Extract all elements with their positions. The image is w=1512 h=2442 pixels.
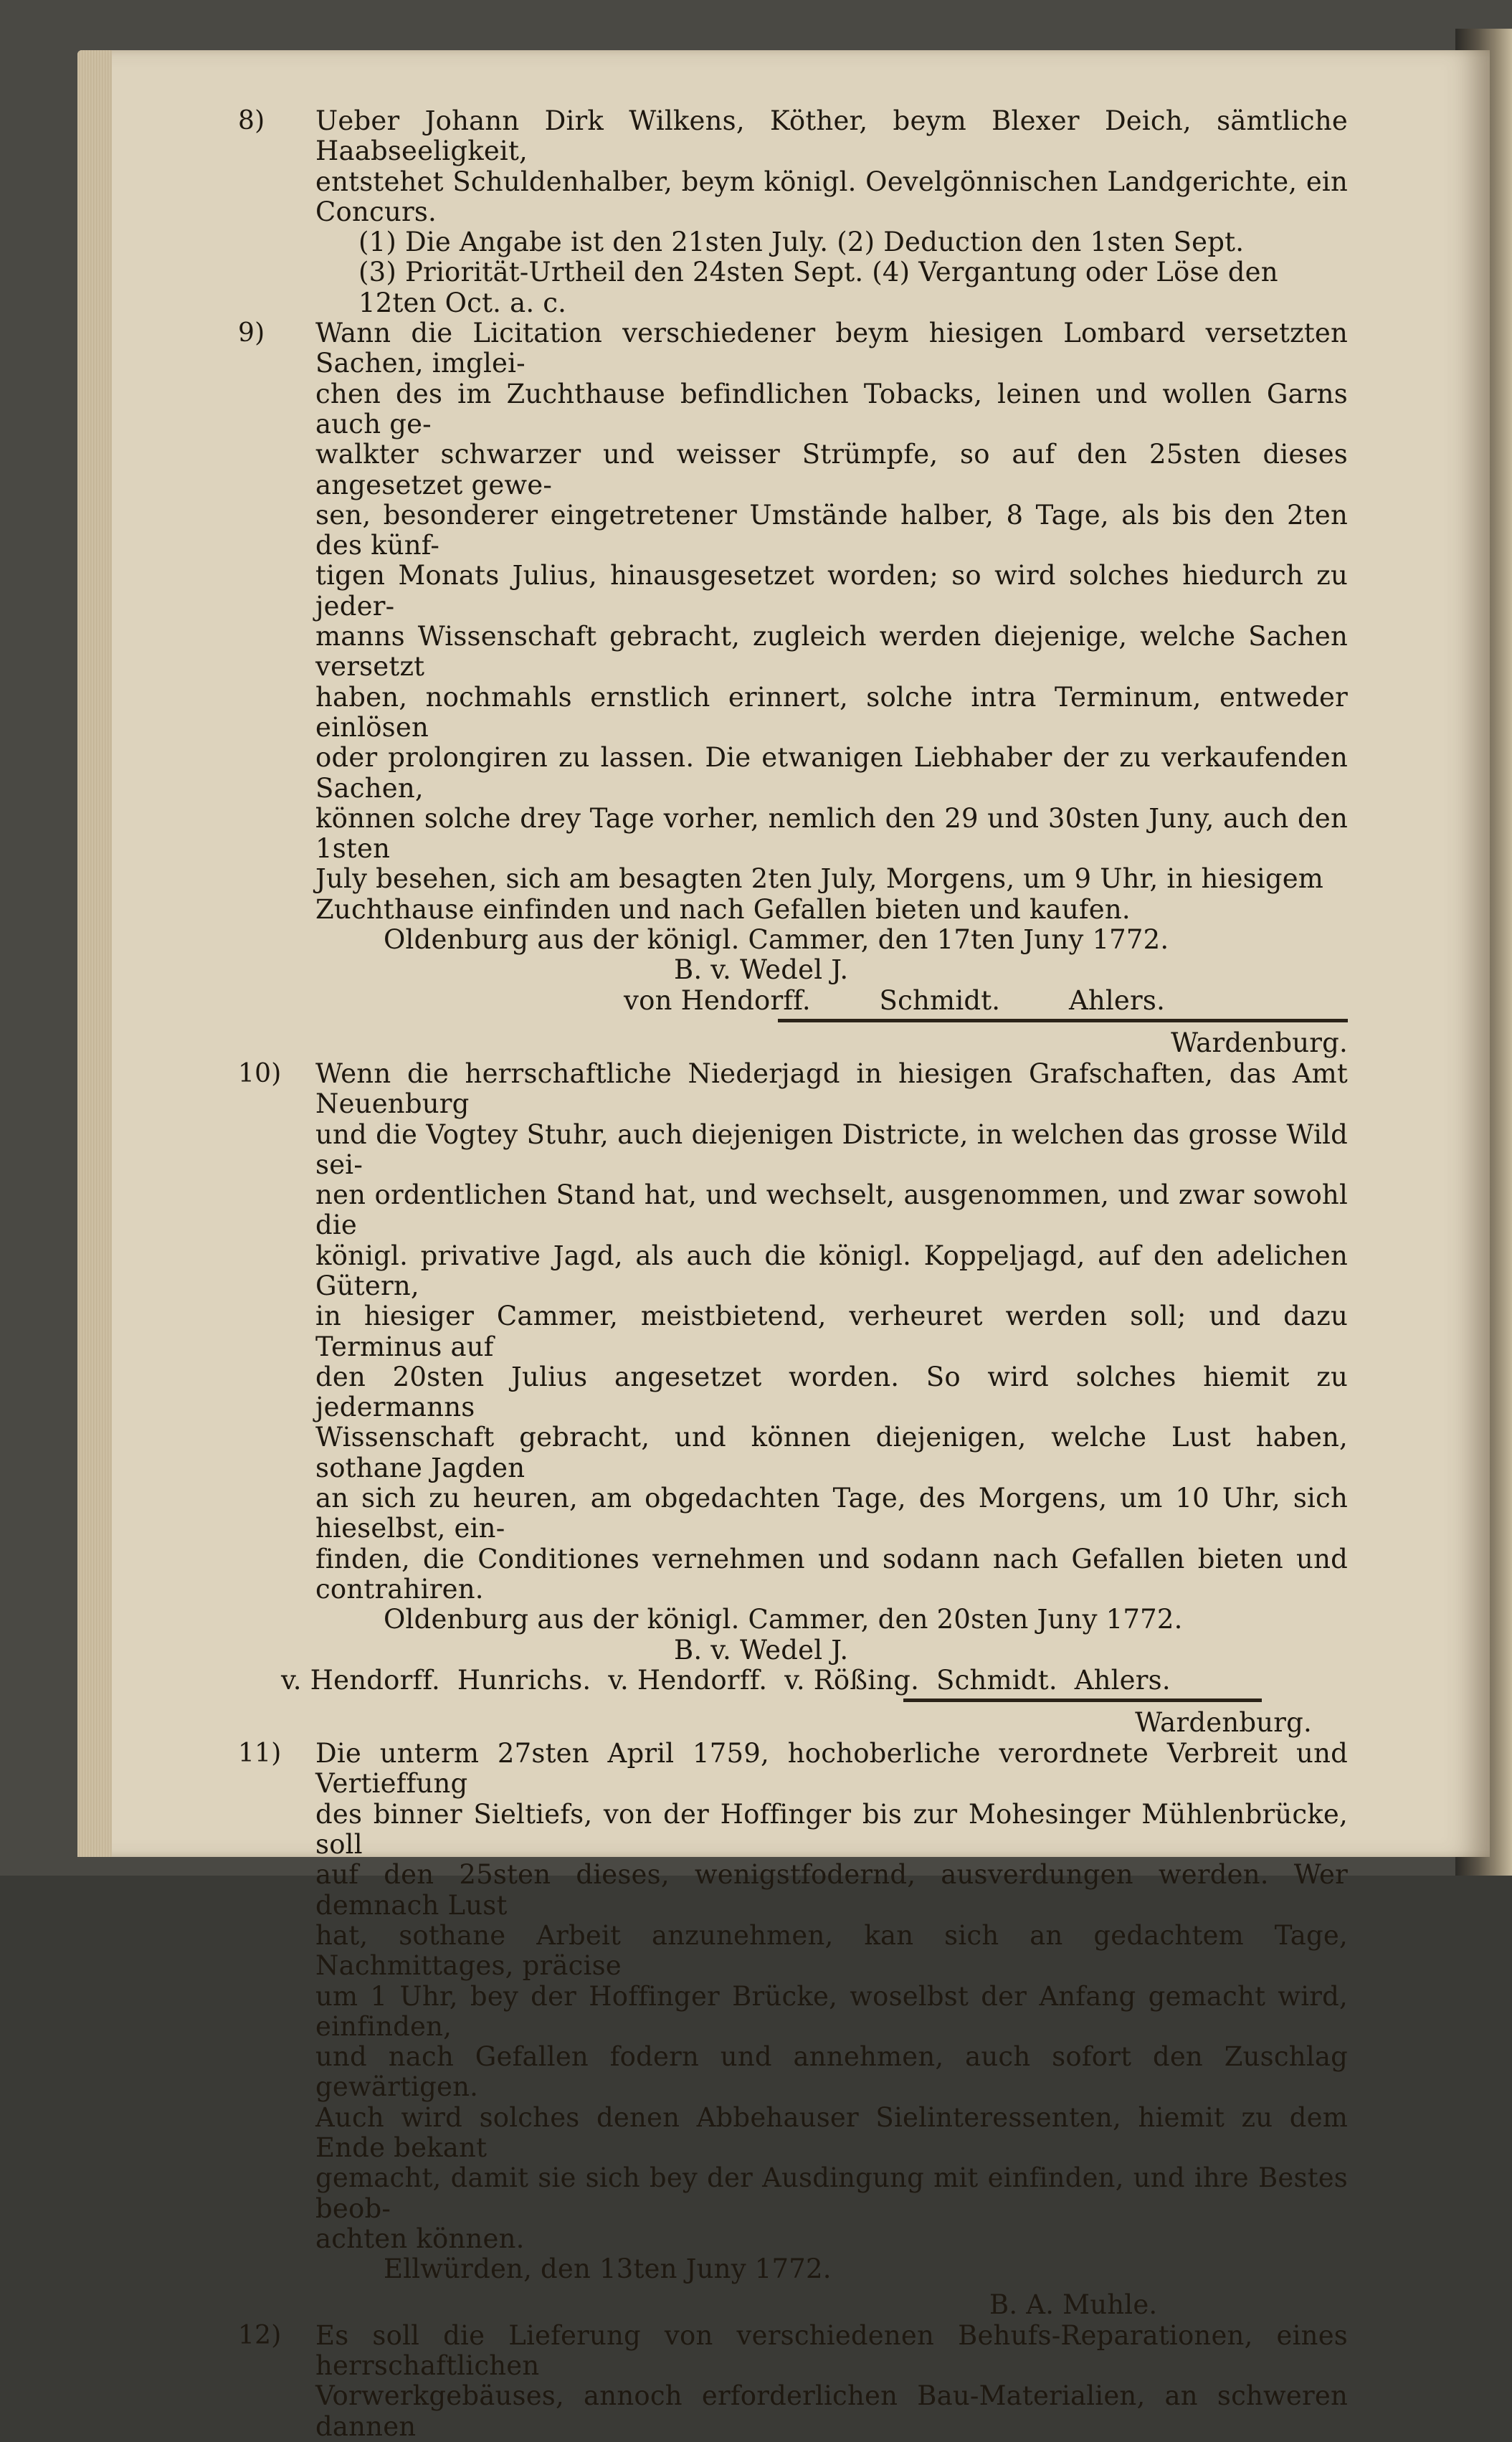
notice-9 [238, 318, 1348, 1022]
text-line: haben, nochmahls ernstlich erinnert, solche intra Terminum, entweder einlösen [315, 681, 1348, 743]
text-line: Wissenschaft gebracht, und können diejenigen, welche Lust haben, sothane Jagden [315, 1422, 1348, 1483]
text-line: Es soll die Lieferung von verschiedenen Behufs-Reparationen, eines herrschaftlichen [315, 2319, 1348, 2382]
text-line: in hiesiger Cammer, meistbietend, verheuret werden soll; und dazu Terminus auf [315, 1301, 1348, 1362]
text-line: um 1 Uhr, bey der Hoffinger Brücke, woselbst der Anfang gemacht wird, einfinden, [315, 1980, 1348, 2042]
text-line: können solche drey Tage vorher, nemlich den 29 und 30sten Juny, auch den 1sten [315, 802, 1348, 865]
text-line: July besehen, sich am besagten 2ten July, Morgens, um 9 Uhr, in hiesigem [315, 863, 1324, 895]
text-line: tigen Monats Julius, hinausgesetzet worden; so wird solches hiedurch zu jeder- [315, 560, 1348, 622]
text-line: manns Wissenschaft gebracht, zugleich werden diejenige, welche Sachen versetzt [315, 621, 1348, 683]
separator-rule [778, 1019, 1348, 1022]
place-heading: Wardenburg. [1135, 1707, 1312, 1739]
text-line: chen des im Zuchthause befindlichen Tobacks, leinen und wollen Garns auch ge- [315, 378, 1348, 440]
notice-number: 10) [238, 1058, 282, 1088]
text-line: gemacht, damit sie sich bey der Ausdingung mit einfinden, und ihre Bestes beob- [315, 2162, 1348, 2224]
text-line: und die Vogtey Stuhr, auch diejenigen Districte, in welchen das grosse Wild sei- [315, 1118, 1348, 1180]
notice-12 [238, 2319, 1348, 2442]
text-line: oder prolongiren zu lassen. Die etwanigen Liebhaber der zu verkaufenden Sachen, [315, 742, 1348, 804]
text-line: königl. privative Jagd, als auch die königl. Koppeljagd, auf den adelichen Gütern, [315, 1240, 1348, 1301]
text-line: achten können. [315, 2223, 525, 2254]
notice-8 [238, 105, 1348, 318]
text-line: Ueber Johann Dirk Wilkens, Köther, beym Blexer Deich, sämtliche Haabseeligkeit, [315, 105, 1348, 167]
text-line: entstehet Schuldenhalber, beym königl. Oevelgönnischen Landgerichte, ein Concurs. [315, 166, 1348, 227]
text-line: (1) Die Angabe ist den 21sten July. (2) Deduction den 1sten Sept. [358, 227, 1245, 258]
signature-line: von Hendorff. Schmidt. Ahlers. [624, 984, 1166, 1016]
page-stack-edge [77, 50, 112, 1857]
text-line: und nach Gefallen fodern und annehmen, auch sofort den Zuschlag gewärtigen. [315, 2041, 1348, 2103]
notice-11 [238, 1706, 1348, 2321]
notice-number: 11) [238, 1739, 282, 1769]
text-line: an sich zu heuren, am obgedachten Tage, des Morgens, um 10 Uhr, sich hieselbst, ein- [315, 1483, 1348, 1544]
notice-number: 8) [238, 106, 265, 136]
page-text [238, 105, 1348, 2442]
text-line: sen, besonderer eingetretener Umstände halber, 8 Tage, als bis den 2ten des künf- [315, 499, 1348, 561]
text-line: (3) Priorität-Urtheil den 24sten Sept. (4) Vergantung oder Löse den [358, 257, 1278, 288]
notice-10 [238, 1027, 1348, 1702]
text-line: auf den 25sten dieses, wenigstfodernd, ausverdungen werden. Wer demnach Lust [315, 1859, 1348, 1921]
separator-rule [903, 1699, 1262, 1702]
text-line: 12ten Oct. a. c. [358, 287, 567, 318]
text-line: den 20sten Julius angesetzet worden. So wird solches hiemit zu jedermanns [315, 1361, 1348, 1423]
date-line: Oldenburg aus der königl. Cammer, den 20sten Juny 1772. [384, 1604, 1183, 1635]
text-line: Auch wird solches denen Abbehauser Sielinteressenten, hiemit zu dem Ende bekant [315, 2101, 1348, 2163]
place-heading: Wardenburg. [1171, 1027, 1348, 1058]
text-line: Die unterm 27sten April 1759, hochoberliche verordnete Verbreit und Vertieffung [315, 1738, 1348, 1800]
signature-line: v. Hendorff. Hunrichs. v. Hendorff. v. Rößing. Schmidt. Ahlers. [281, 1664, 1171, 1696]
text-line: walkter schwarzer und weisser Strümpfe, so auf den 25sten dieses angesetzet gewe- [315, 439, 1348, 500]
signature-line: B. v. Wedel J. [674, 954, 849, 986]
text-line: hat, sothane Arbeit anzunehmen, kan sich an gedachtem Tage, Nachmittages, präcise [315, 1919, 1348, 1982]
notice-number: 9) [238, 318, 265, 348]
text-line: Zuchthause einfinden und nach Gefallen bieten und kaufen. [315, 893, 1131, 925]
text-line: nen ordentlichen Stand hat, und wechselt, ausgenommen, und zwar sowohl die [315, 1179, 1348, 1241]
text-line: Wenn die herrschaftliche Niederjagd in hiesigen Grafschaften, das Amt Neuenburg [315, 1058, 1348, 1120]
signature-line: B. v. Wedel J. [674, 1634, 849, 1666]
date-line: Oldenburg aus der königl. Cammer, den 17ten Juny 1772. [384, 924, 1169, 956]
signature-line: B. A. Muhle. [989, 2289, 1158, 2321]
text-line: Vorwerkgebäuses, annoch erforderlichen Bau-Materialien, an schweren dannen [315, 2380, 1348, 2442]
text-line: finden, die Conditiones vernehmen und sodann nach Gefallen bieten und contrahiren. [315, 1543, 1348, 1605]
date-line: Ellwürden, den 13ten Juny 1772. [384, 2253, 832, 2285]
notice-number: 12) [238, 2320, 282, 2350]
text-line: Wann die Licitation verschiedener beym hiesigen Lombard versetzten Sachen, imglei- [315, 318, 1348, 379]
text-line: des binner Sieltiefs, von der Hoffinger bis zur Mohesinger Mühlenbrücke, soll [315, 1798, 1348, 1861]
